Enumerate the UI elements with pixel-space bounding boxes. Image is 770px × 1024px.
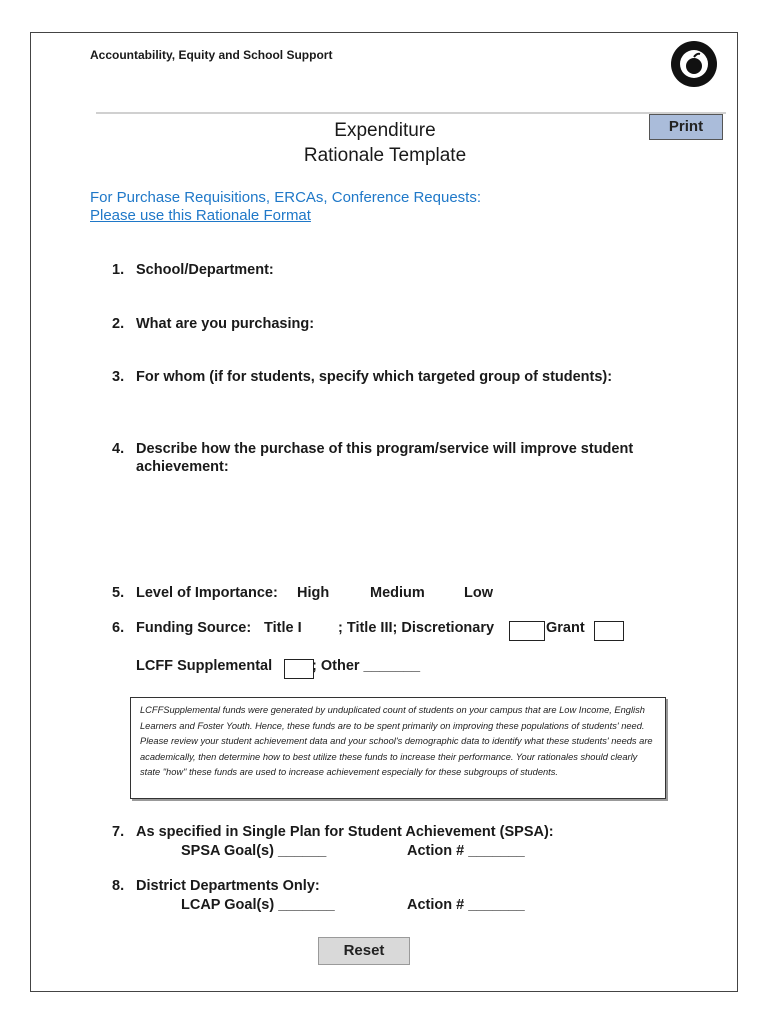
- instructions-line-1: For Purchase Requisitions, ERCAs, Conference Requests:: [90, 189, 482, 206]
- spsa-goal-field[interactable]: SPSA Goal(s) ______: [181, 843, 327, 859]
- lcap-goal-field[interactable]: LCAP Goal(s) _______: [181, 897, 335, 913]
- lcap-action-field[interactable]: Action # _______: [407, 897, 525, 913]
- district-logo: [670, 40, 718, 88]
- funding-title1-label: Title I: [264, 620, 302, 636]
- question-spsa: 7. As specified in Single Plan for Student Achievement (SPSA):: [112, 824, 554, 840]
- importance-medium-option[interactable]: Medium: [370, 585, 425, 601]
- importance-high-option[interactable]: High: [297, 585, 330, 601]
- funding-grant-label: Grant: [546, 620, 585, 636]
- funding-title3-label: ; Title III; Discretionary: [338, 620, 495, 636]
- lcff-note: [130, 697, 666, 799]
- page-title: [280, 118, 490, 168]
- question-district-departments: 8. District Departments Only:: [112, 878, 320, 894]
- funding-lcff-label: LCFF Supplemental: [136, 658, 273, 674]
- title-line-2: Rationale Template: [303, 145, 467, 166]
- question-for-whom: 3. For whom (if for students, specify which targeted group of students):: [112, 369, 613, 385]
- title-line-1: Expenditure: [334, 120, 436, 141]
- reset-button[interactable]: Reset: [318, 937, 410, 965]
- print-button[interactable]: Print: [649, 114, 723, 140]
- lcff-checkbox[interactable]: [284, 659, 314, 679]
- discretionary-checkbox[interactable]: [509, 621, 545, 641]
- org-header: Accountability, Equity and School Support: [90, 48, 333, 62]
- question-improve-achievement: 4. Describe how the purchase of this program/service will improve student: [112, 441, 634, 457]
- spsa-action-field[interactable]: Action # _______: [407, 843, 525, 859]
- question-funding-source: 6. Funding Source:: [112, 620, 252, 636]
- note-lead: LCFF: [140, 705, 164, 715]
- instructions-line-2[interactable]: Please use this Rationale Format: [90, 207, 311, 224]
- question-importance: 5. Level of Importance:: [112, 585, 278, 601]
- funding-other-label: ; Other _______: [312, 658, 421, 674]
- question-improve-achievement-cont: achievement:: [136, 459, 229, 475]
- grant-checkbox[interactable]: [594, 621, 624, 641]
- question-school-department: 1. School/Department:: [112, 262, 274, 278]
- question-purchasing: 2. What are you purchasing:: [112, 316, 315, 332]
- form-page: [30, 32, 738, 992]
- note-text: Supplemental funds were generated by unduplicated count of students on your campus that are Low Income, English Learners and Foster Youth. Hence, these funds are to be spent primarily on improving these populations of students' need. Please review your student achievement data and your school's demographic data to identify what these students' needs are academically, then determine how to best utilize these funds to increase their performance. Your rationales should clearly state "how" these funds are used to increase achievement especially for these subgroups of students.: [140, 705, 653, 777]
- header-divider: [96, 112, 726, 114]
- importance-low-option[interactable]: Low: [464, 585, 493, 601]
